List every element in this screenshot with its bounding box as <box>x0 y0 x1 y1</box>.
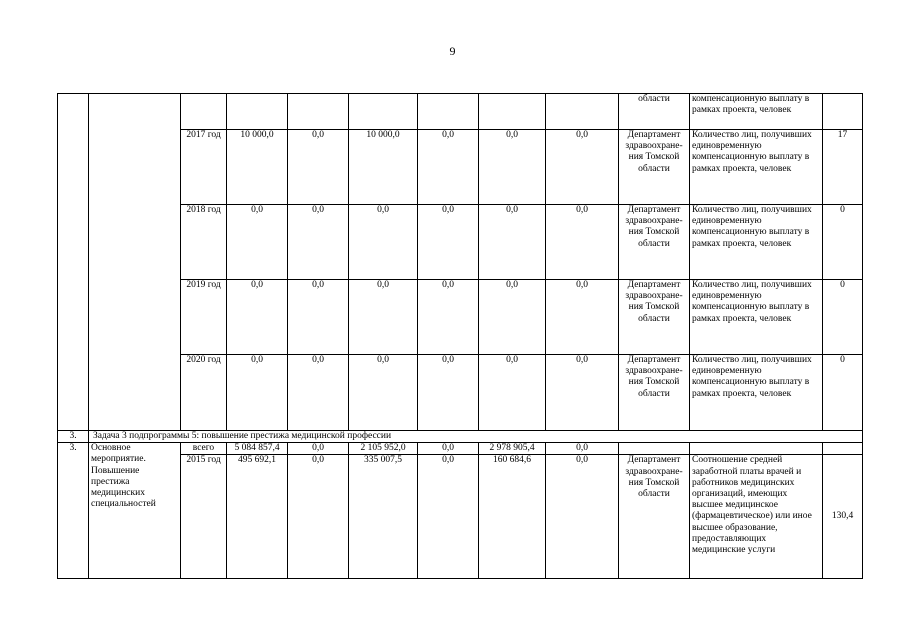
cell-other: 0,0 <box>546 280 619 355</box>
cell-reg: 0,0 <box>349 205 418 280</box>
cell-value <box>823 94 863 130</box>
cell-loc: 0,0 <box>418 355 479 431</box>
cell-year <box>181 94 227 130</box>
cell-indicator: Количество лиц, получивших единовременную компенсационную выплату в рамках проекта, человек <box>690 280 823 355</box>
cell-year: 2018 год <box>181 205 227 280</box>
cell-dept: Департамент здравоохране-ния Томской области <box>619 280 690 355</box>
cell-reg: 0,0 <box>349 280 418 355</box>
cell-fund: 0,0 <box>479 205 546 280</box>
cell-value: 130,4 <box>823 455 863 579</box>
cell-indicator: Количество лиц, получивших единовременную компенсационную выплату в рамках проекта, человек <box>690 355 823 431</box>
cell-fed: 0,0 <box>288 443 349 455</box>
cell-fund: 0,0 <box>479 355 546 431</box>
cell-fed: 0,0 <box>288 280 349 355</box>
cell-reg: 335 007,5 <box>349 455 418 579</box>
cell-value <box>823 443 863 455</box>
cell-loc <box>418 94 479 130</box>
cell-year: 2019 год <box>181 280 227 355</box>
cell-total: 0,0 <box>227 280 288 355</box>
cell-dept <box>619 443 690 455</box>
cell-loc: 0,0 <box>418 455 479 579</box>
cell-dept: Департамент здравоохране-ния Томской области <box>619 205 690 280</box>
cell-indicator: компенсационную выплату в рамках проекта, человек <box>690 94 823 130</box>
cell-fund: 2 978 905,4 <box>479 443 546 455</box>
cell-total: 495 692,1 <box>227 455 288 579</box>
cell-fed: 0,0 <box>288 355 349 431</box>
page-number: 9 <box>449 44 456 58</box>
cell-loc: 0,0 <box>418 205 479 280</box>
cell-value: 0 <box>823 280 863 355</box>
cell-indicator: Соотношение средней заработной платы врачей и работников медицинских организаций, имеющих высшее медицинское (фармацевтическое) или иное высшее образование, предоставляющих медицинские услуги <box>690 455 823 579</box>
cell-indicator <box>690 443 823 455</box>
cell-fund: 0,0 <box>479 130 546 205</box>
total-row <box>58 443 863 455</box>
cell-reg <box>349 94 418 130</box>
cell-year: всего <box>181 443 227 455</box>
cell-loc: 0,0 <box>418 280 479 355</box>
table-row <box>58 94 863 130</box>
cell-value: 0 <box>823 205 863 280</box>
cell-fed: 0,0 <box>288 205 349 280</box>
cell-year: 2020 год <box>181 355 227 431</box>
program-table <box>57 93 863 579</box>
cell-other: 0,0 <box>546 455 619 579</box>
cell-dept: Департамент здравоохране-ния Томской области <box>619 355 690 431</box>
cell-other: 0,0 <box>546 355 619 431</box>
cell-year: 2017 год <box>181 130 227 205</box>
cell-indicator: Количество лиц, получивших единовременную компенсационную выплату в рамках проекта, человек <box>690 205 823 280</box>
cell-other: 0,0 <box>546 205 619 280</box>
cell-reg: 2 105 952,0 <box>349 443 418 455</box>
cell-loc: 0,0 <box>418 130 479 205</box>
cell-dept: области <box>619 94 690 130</box>
cell-reg: 10 000,0 <box>349 130 418 205</box>
cell-other <box>546 94 619 130</box>
cell-fund: 160 684,6 <box>479 455 546 579</box>
cell-total: 0,0 <box>227 205 288 280</box>
cell-fed: 0,0 <box>288 455 349 579</box>
cell-dept: Департамент здравоохране-ния Томской области <box>619 455 690 579</box>
cell-fed: 0,0 <box>288 130 349 205</box>
cell-value: 17 <box>823 130 863 205</box>
cell-total: 5 084 857,4 <box>227 443 288 455</box>
cell-fed <box>288 94 349 130</box>
cell-dept: Департамент здравоохране-ния Томской области <box>619 130 690 205</box>
cell-year: 2015 год <box>181 455 227 579</box>
cell-loc: 0,0 <box>418 443 479 455</box>
cell-fund: 0,0 <box>479 280 546 355</box>
cell-total <box>227 94 288 130</box>
task-row <box>58 431 863 443</box>
cell-name: Основное мероприятие. Повышение престижа медицинских специальностей <box>89 443 181 579</box>
cell-total: 0,0 <box>227 355 288 431</box>
cell-reg: 0,0 <box>349 355 418 431</box>
cell-indicator: Количество лиц, получивших единовременную компенсационную выплату в рамках проекта, человек <box>690 130 823 205</box>
cell-other: 0,0 <box>546 130 619 205</box>
cell-num <box>58 94 89 431</box>
task-heading: Задача 3 подпрограммы 5: повышение престижа медицинской профессии <box>89 431 863 443</box>
cell-total: 10 000,0 <box>227 130 288 205</box>
cell-num: 3. <box>58 431 89 443</box>
cell-name <box>89 94 181 431</box>
cell-fund <box>479 94 546 130</box>
cell-num: 3. <box>58 443 89 579</box>
cell-value: 0 <box>823 355 863 431</box>
cell-other: 0,0 <box>546 443 619 455</box>
